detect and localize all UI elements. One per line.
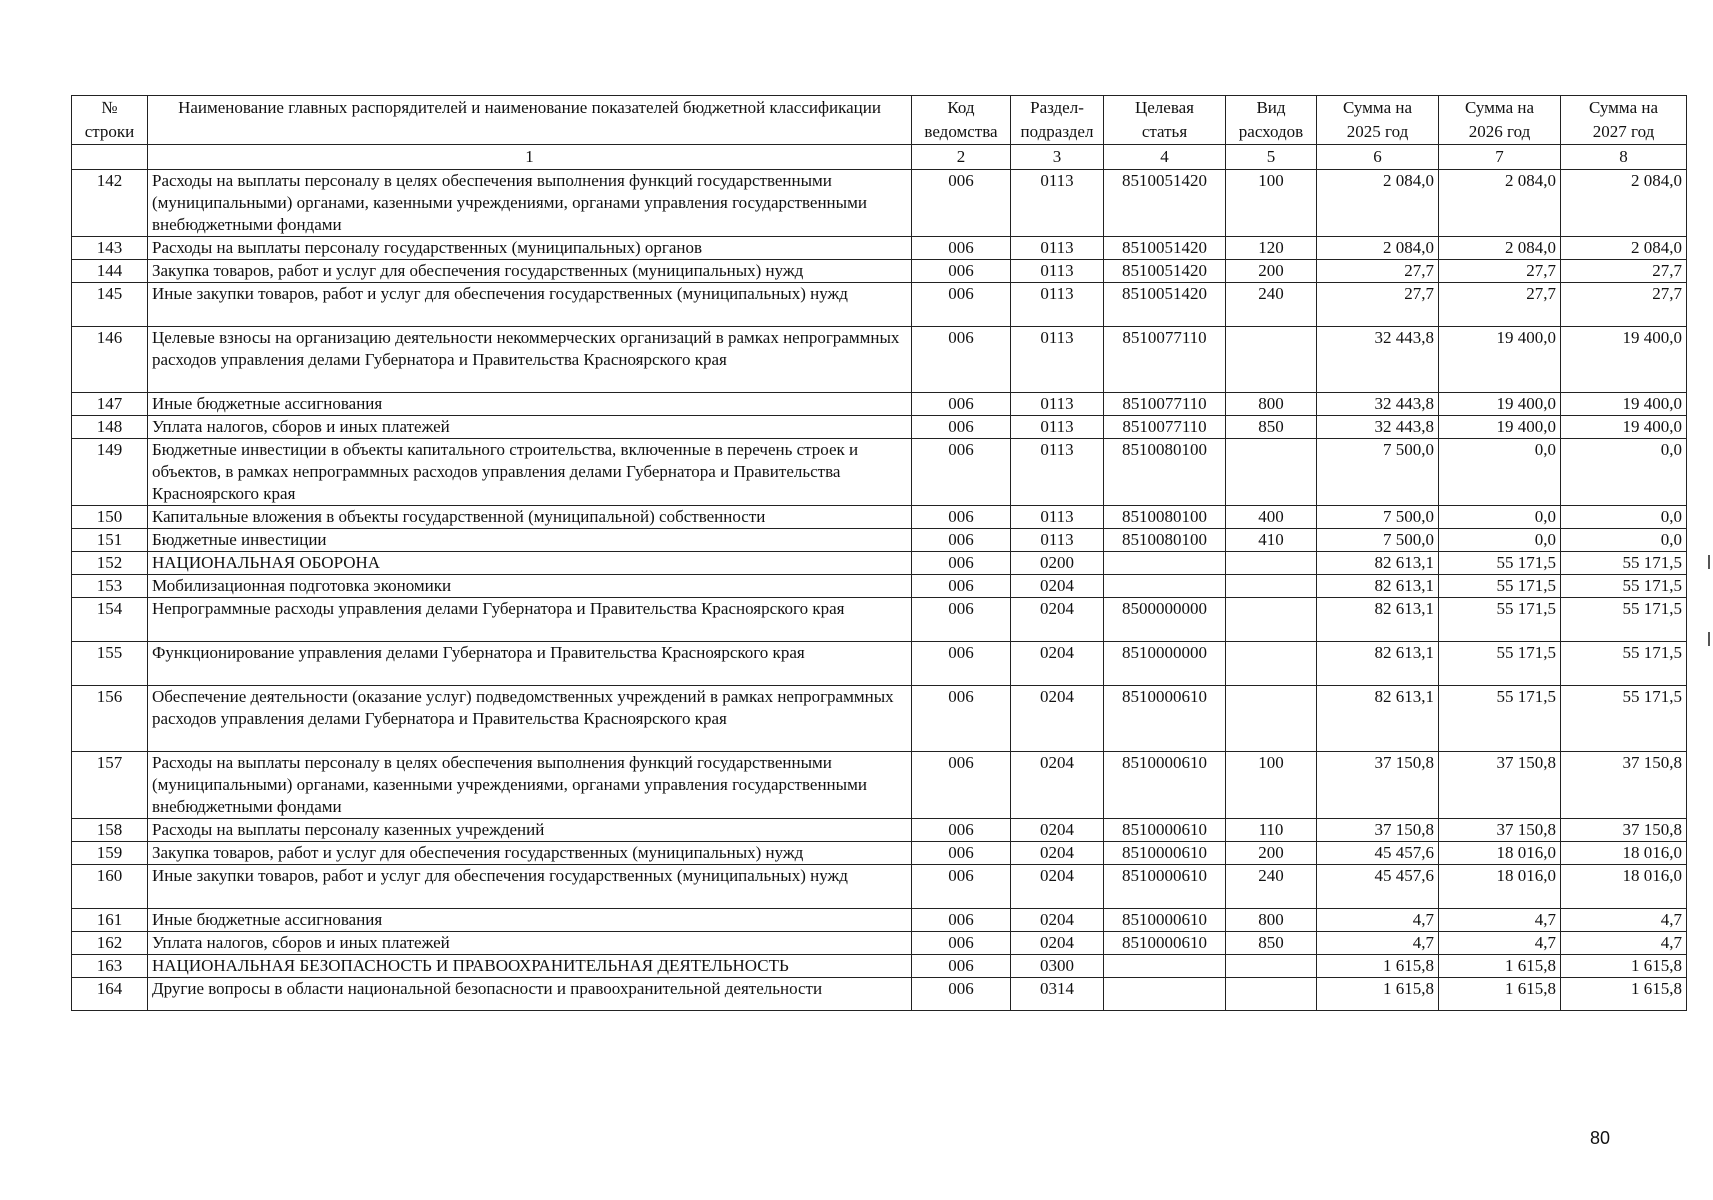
row-target-article: 8510051420 bbox=[1104, 170, 1226, 237]
row-sum-2026: 0,0 bbox=[1439, 439, 1561, 506]
budget-table bbox=[71, 95, 1687, 1011]
column-number: 8 bbox=[1561, 145, 1687, 170]
row-section: 0113 bbox=[1011, 393, 1104, 416]
row-sum-2026: 37 150,8 bbox=[1439, 819, 1561, 842]
row-target-article: 8510051420 bbox=[1104, 237, 1226, 260]
row-name: Расходы на выплаты персоналу в целях обеспечения выполнения функций государственными (муниципальными) органами, казенными учреждениями, органами управления государственными внебюджетными фондами bbox=[148, 170, 912, 237]
row-dept-code: 006 bbox=[912, 978, 1011, 1011]
row-target-article: 8510000610 bbox=[1104, 909, 1226, 932]
row-number: 149 bbox=[72, 439, 148, 506]
row-sum-2025: 4,7 bbox=[1317, 909, 1439, 932]
row-number: 143 bbox=[72, 237, 148, 260]
row-section: 0204 bbox=[1011, 752, 1104, 819]
row-name: Бюджетные инвестиции bbox=[148, 529, 912, 552]
row-target-article bbox=[1104, 978, 1226, 1011]
header-dept-code bbox=[912, 96, 1011, 145]
row-sum-2027: 0,0 bbox=[1561, 506, 1687, 529]
row-expense-type bbox=[1226, 439, 1317, 506]
row-sum-2026: 18 016,0 bbox=[1439, 865, 1561, 909]
row-name: Закупка товаров, работ и услуг для обеспечения государственных (муниципальных) нужд bbox=[148, 842, 912, 865]
row-expense-type: 800 bbox=[1226, 393, 1317, 416]
row-expense-type: 240 bbox=[1226, 283, 1317, 327]
row-sum-2025: 7 500,0 bbox=[1317, 529, 1439, 552]
row-target-article: 8510077110 bbox=[1104, 327, 1226, 393]
row-target-article: 8510077110 bbox=[1104, 416, 1226, 439]
row-sum-2025: 37 150,8 bbox=[1317, 752, 1439, 819]
row-expense-type bbox=[1226, 575, 1317, 598]
row-number: 151 bbox=[72, 529, 148, 552]
table-row bbox=[72, 416, 1687, 439]
row-section: 0204 bbox=[1011, 686, 1104, 752]
row-name: Иные бюджетные ассигнования bbox=[148, 909, 912, 932]
header-s2027-text: Сумма на 2027 год bbox=[1588, 98, 1659, 141]
row-number: 160 bbox=[72, 865, 148, 909]
row-section: 0113 bbox=[1011, 260, 1104, 283]
row-section: 0113 bbox=[1011, 283, 1104, 327]
row-name: Расходы на выплаты персоналу казенных учреждений bbox=[148, 819, 912, 842]
row-number: 156 bbox=[72, 686, 148, 752]
row-sum-2025: 2 084,0 bbox=[1317, 170, 1439, 237]
column-number bbox=[72, 145, 148, 170]
row-sum-2025: 7 500,0 bbox=[1317, 506, 1439, 529]
row-expense-type: 100 bbox=[1226, 752, 1317, 819]
row-sum-2026: 2 084,0 bbox=[1439, 170, 1561, 237]
row-sum-2027: 55 171,5 bbox=[1561, 575, 1687, 598]
header-s2026-text: Сумма на 2026 год bbox=[1464, 98, 1535, 141]
budget-sheet bbox=[71, 95, 1687, 1011]
header-sum-2025 bbox=[1317, 96, 1439, 145]
row-sum-2025: 2 084,0 bbox=[1317, 237, 1439, 260]
row-number: 148 bbox=[72, 416, 148, 439]
page-number: 80 bbox=[1590, 1128, 1611, 1148]
header-sum-2027 bbox=[1561, 96, 1687, 145]
row-expense-type bbox=[1226, 978, 1317, 1011]
column-number: 5 bbox=[1226, 145, 1317, 170]
row-number: 147 bbox=[72, 393, 148, 416]
row-sum-2025: 27,7 bbox=[1317, 260, 1439, 283]
row-section: 0113 bbox=[1011, 416, 1104, 439]
table-row bbox=[72, 575, 1687, 598]
row-number: 145 bbox=[72, 283, 148, 327]
row-section: 0300 bbox=[1011, 955, 1104, 978]
row-sum-2026: 55 171,5 bbox=[1439, 598, 1561, 642]
row-target-article: 8500000000 bbox=[1104, 598, 1226, 642]
table-row bbox=[72, 865, 1687, 909]
row-sum-2026: 27,7 bbox=[1439, 260, 1561, 283]
row-number: 157 bbox=[72, 752, 148, 819]
row-name: Уплата налогов, сборов и иных платежей bbox=[148, 416, 912, 439]
row-name: Другие вопросы в области национальной безопасности и правоохранительной деятельности bbox=[148, 978, 912, 1011]
row-sum-2027: 4,7 bbox=[1561, 909, 1687, 932]
row-sum-2025: 32 443,8 bbox=[1317, 393, 1439, 416]
header-name bbox=[148, 96, 912, 145]
row-name: Бюджетные инвестиции в объекты капитального строительства, включенные в перечень строек и объектов, в рамках непрограммных расходов управления делами Губернатора и Правительства Красноярского края bbox=[148, 439, 912, 506]
column-number: 6 bbox=[1317, 145, 1439, 170]
table-row bbox=[72, 283, 1687, 327]
scan-edge-mark bbox=[1708, 555, 1710, 569]
row-sum-2025: 82 613,1 bbox=[1317, 598, 1439, 642]
row-target-article: 8510080100 bbox=[1104, 529, 1226, 552]
row-section: 0204 bbox=[1011, 932, 1104, 955]
row-section: 0204 bbox=[1011, 819, 1104, 842]
row-section: 0204 bbox=[1011, 865, 1104, 909]
row-dept-code: 006 bbox=[912, 439, 1011, 506]
row-expense-type bbox=[1226, 327, 1317, 393]
row-target-article: 8510051420 bbox=[1104, 283, 1226, 327]
row-expense-type: 240 bbox=[1226, 865, 1317, 909]
header-cel-text: Целевая статья bbox=[1134, 98, 1195, 141]
row-sum-2025: 82 613,1 bbox=[1317, 552, 1439, 575]
row-section: 0314 bbox=[1011, 978, 1104, 1011]
table-row bbox=[72, 327, 1687, 393]
row-dept-code: 006 bbox=[912, 393, 1011, 416]
row-sum-2027: 0,0 bbox=[1561, 529, 1687, 552]
row-dept-code: 006 bbox=[912, 752, 1011, 819]
column-number: 7 bbox=[1439, 145, 1561, 170]
row-section: 0113 bbox=[1011, 327, 1104, 393]
row-sum-2026: 19 400,0 bbox=[1439, 393, 1561, 416]
row-expense-type: 800 bbox=[1226, 909, 1317, 932]
row-section: 0200 bbox=[1011, 552, 1104, 575]
row-number: 150 bbox=[72, 506, 148, 529]
table-row bbox=[72, 529, 1687, 552]
row-sum-2025: 4,7 bbox=[1317, 932, 1439, 955]
row-dept-code: 006 bbox=[912, 283, 1011, 327]
row-sum-2026: 19 400,0 bbox=[1439, 327, 1561, 393]
row-dept-code: 006 bbox=[912, 909, 1011, 932]
table-row bbox=[72, 955, 1687, 978]
row-sum-2027: 18 016,0 bbox=[1561, 865, 1687, 909]
row-sum-2026: 1 615,8 bbox=[1439, 955, 1561, 978]
row-target-article: 8510051420 bbox=[1104, 260, 1226, 283]
row-sum-2027: 55 171,5 bbox=[1561, 552, 1687, 575]
row-dept-code: 006 bbox=[912, 506, 1011, 529]
row-expense-type: 100 bbox=[1226, 170, 1317, 237]
table-row bbox=[72, 642, 1687, 686]
row-expense-type: 200 bbox=[1226, 842, 1317, 865]
row-sum-2027: 37 150,8 bbox=[1561, 752, 1687, 819]
row-sum-2025: 27,7 bbox=[1317, 283, 1439, 327]
row-section: 0204 bbox=[1011, 909, 1104, 932]
row-sum-2027: 1 615,8 bbox=[1561, 978, 1687, 1011]
row-dept-code: 006 bbox=[912, 819, 1011, 842]
row-sum-2026: 37 150,8 bbox=[1439, 752, 1561, 819]
row-name: Иные закупки товаров, работ и услуг для обеспечения государственных (муниципальных) нужд bbox=[148, 865, 912, 909]
table-row bbox=[72, 752, 1687, 819]
row-sum-2027: 19 400,0 bbox=[1561, 416, 1687, 439]
row-sum-2026: 55 171,5 bbox=[1439, 552, 1561, 575]
row-sum-2027: 27,7 bbox=[1561, 260, 1687, 283]
column-number: 4 bbox=[1104, 145, 1226, 170]
row-sum-2025: 32 443,8 bbox=[1317, 327, 1439, 393]
row-sum-2027: 55 171,5 bbox=[1561, 686, 1687, 752]
row-name: Капитальные вложения в объекты государственной (муниципальной) собственности bbox=[148, 506, 912, 529]
row-name: Закупка товаров, работ и услуг для обеспечения государственных (муниципальных) нужд bbox=[148, 260, 912, 283]
row-sum-2026: 55 171,5 bbox=[1439, 642, 1561, 686]
column-number: 3 bbox=[1011, 145, 1104, 170]
header-name-text: Наименование главных распорядителей и наименование показателей бюджетной классификации bbox=[178, 98, 881, 117]
row-dept-code: 006 bbox=[912, 552, 1011, 575]
row-sum-2027: 19 400,0 bbox=[1561, 393, 1687, 416]
row-expense-type bbox=[1226, 552, 1317, 575]
row-number: 159 bbox=[72, 842, 148, 865]
row-target-article: 8510077110 bbox=[1104, 393, 1226, 416]
row-number: 158 bbox=[72, 819, 148, 842]
table-row bbox=[72, 909, 1687, 932]
row-sum-2027: 0,0 bbox=[1561, 439, 1687, 506]
table-row bbox=[72, 932, 1687, 955]
row-name: Уплата налогов, сборов и иных платежей bbox=[148, 932, 912, 955]
row-number: 164 bbox=[72, 978, 148, 1011]
table-row bbox=[72, 439, 1687, 506]
row-sum-2027: 37 150,8 bbox=[1561, 819, 1687, 842]
header-row-number bbox=[72, 96, 148, 145]
row-expense-type bbox=[1226, 598, 1317, 642]
row-expense-type: 110 bbox=[1226, 819, 1317, 842]
row-dept-code: 006 bbox=[912, 842, 1011, 865]
row-expense-type bbox=[1226, 686, 1317, 752]
header-sum-2026 bbox=[1439, 96, 1561, 145]
row-name: Непрограммные расходы управления делами Губернатора и Правительства Красноярского края bbox=[148, 598, 912, 642]
table-row bbox=[72, 842, 1687, 865]
row-dept-code: 006 bbox=[912, 686, 1011, 752]
row-sum-2026: 2 084,0 bbox=[1439, 237, 1561, 260]
row-sum-2026: 4,7 bbox=[1439, 909, 1561, 932]
row-target-article: 8510000610 bbox=[1104, 842, 1226, 865]
row-number: 142 bbox=[72, 170, 148, 237]
row-sum-2027: 2 084,0 bbox=[1561, 237, 1687, 260]
row-dept-code: 006 bbox=[912, 642, 1011, 686]
table-row bbox=[72, 552, 1687, 575]
row-section: 0113 bbox=[1011, 170, 1104, 237]
row-name: НАЦИОНАЛЬНАЯ ОБОРОНА bbox=[148, 552, 912, 575]
row-expense-type bbox=[1226, 955, 1317, 978]
row-number: 152 bbox=[72, 552, 148, 575]
row-sum-2025: 7 500,0 bbox=[1317, 439, 1439, 506]
table-row bbox=[72, 393, 1687, 416]
table-row bbox=[72, 260, 1687, 283]
row-expense-type bbox=[1226, 642, 1317, 686]
row-sum-2025: 1 615,8 bbox=[1317, 978, 1439, 1011]
header-no-text: № строки bbox=[84, 98, 135, 141]
header-target-article bbox=[1104, 96, 1226, 145]
row-number: 144 bbox=[72, 260, 148, 283]
row-section: 0113 bbox=[1011, 237, 1104, 260]
row-sum-2027: 19 400,0 bbox=[1561, 327, 1687, 393]
row-section: 0113 bbox=[1011, 506, 1104, 529]
row-section: 0113 bbox=[1011, 529, 1104, 552]
row-dept-code: 006 bbox=[912, 932, 1011, 955]
row-section: 0204 bbox=[1011, 842, 1104, 865]
header-section bbox=[1011, 96, 1104, 145]
row-target-article bbox=[1104, 552, 1226, 575]
header-s2025-text: Сумма на 2025 год bbox=[1342, 98, 1413, 141]
row-sum-2027: 55 171,5 bbox=[1561, 598, 1687, 642]
row-name: Расходы на выплаты персоналу государственных (муниципальных) органов bbox=[148, 237, 912, 260]
row-target-article bbox=[1104, 575, 1226, 598]
row-sum-2026: 55 171,5 bbox=[1439, 575, 1561, 598]
row-sum-2025: 32 443,8 bbox=[1317, 416, 1439, 439]
row-name: Иные бюджетные ассигнования bbox=[148, 393, 912, 416]
row-name: Целевые взносы на организацию деятельности некоммерческих организаций в рамках непрограммных расходов управления делами Губернатора и Правительства Красноярского края bbox=[148, 327, 912, 393]
row-sum-2026: 19 400,0 bbox=[1439, 416, 1561, 439]
row-dept-code: 006 bbox=[912, 237, 1011, 260]
row-sum-2026: 27,7 bbox=[1439, 283, 1561, 327]
row-name: Обеспечение деятельности (оказание услуг) подведомственных учреждений в рамках непрограммных расходов управления делами Губернатора и Правительства Красноярского края bbox=[148, 686, 912, 752]
row-section: 0113 bbox=[1011, 439, 1104, 506]
row-expense-type: 120 bbox=[1226, 237, 1317, 260]
row-dept-code: 006 bbox=[912, 170, 1011, 237]
row-sum-2025: 1 615,8 bbox=[1317, 955, 1439, 978]
row-name: Расходы на выплаты персоналу в целях обеспечения выполнения функций государственными (муниципальными) органами, казенными учреждениями, органами управления государственными внебюджетными фондами bbox=[148, 752, 912, 819]
column-number: 2 bbox=[912, 145, 1011, 170]
row-sum-2027: 1 615,8 bbox=[1561, 955, 1687, 978]
header-ved-text: Код ведомства bbox=[924, 98, 998, 141]
row-sum-2026: 4,7 bbox=[1439, 932, 1561, 955]
row-sum-2025: 82 613,1 bbox=[1317, 575, 1439, 598]
row-expense-type: 400 bbox=[1226, 506, 1317, 529]
row-target-article: 8510000610 bbox=[1104, 752, 1226, 819]
row-sum-2027: 27,7 bbox=[1561, 283, 1687, 327]
header-razd-text: Раздел- подраздел bbox=[1020, 98, 1094, 141]
row-number: 155 bbox=[72, 642, 148, 686]
row-section: 0204 bbox=[1011, 598, 1104, 642]
row-target-article: 8510000610 bbox=[1104, 932, 1226, 955]
header-vid-text: Вид расходов bbox=[1238, 98, 1304, 141]
row-sum-2025: 45 457,6 bbox=[1317, 865, 1439, 909]
table-row bbox=[72, 978, 1687, 1011]
row-expense-type: 200 bbox=[1226, 260, 1317, 283]
row-dept-code: 006 bbox=[912, 416, 1011, 439]
table-row bbox=[72, 170, 1687, 237]
row-expense-type: 850 bbox=[1226, 416, 1317, 439]
row-number: 162 bbox=[72, 932, 148, 955]
row-expense-type: 850 bbox=[1226, 932, 1317, 955]
row-name: Мобилизационная подготовка экономики bbox=[148, 575, 912, 598]
row-sum-2027: 18 016,0 bbox=[1561, 842, 1687, 865]
row-section: 0204 bbox=[1011, 642, 1104, 686]
row-sum-2025: 37 150,8 bbox=[1317, 819, 1439, 842]
row-number: 161 bbox=[72, 909, 148, 932]
row-expense-type: 410 bbox=[1226, 529, 1317, 552]
table-row bbox=[72, 506, 1687, 529]
row-sum-2026: 0,0 bbox=[1439, 506, 1561, 529]
row-number: 146 bbox=[72, 327, 148, 393]
row-target-article: 8510000000 bbox=[1104, 642, 1226, 686]
table-body bbox=[72, 170, 1687, 1011]
row-sum-2026: 55 171,5 bbox=[1439, 686, 1561, 752]
scan-edge-mark bbox=[1708, 632, 1710, 646]
row-number: 154 bbox=[72, 598, 148, 642]
row-number: 163 bbox=[72, 955, 148, 978]
row-number: 153 bbox=[72, 575, 148, 598]
table-row bbox=[72, 598, 1687, 642]
row-target-article: 8510080100 bbox=[1104, 439, 1226, 506]
row-dept-code: 006 bbox=[912, 327, 1011, 393]
row-dept-code: 006 bbox=[912, 598, 1011, 642]
row-sum-2026: 0,0 bbox=[1439, 529, 1561, 552]
header-row bbox=[72, 96, 1687, 145]
row-name: Функционирование управления делами Губернатора и Правительства Красноярского края bbox=[148, 642, 912, 686]
row-target-article: 8510080100 bbox=[1104, 506, 1226, 529]
row-dept-code: 006 bbox=[912, 575, 1011, 598]
table-row bbox=[72, 686, 1687, 752]
row-section: 0204 bbox=[1011, 575, 1104, 598]
row-dept-code: 006 bbox=[912, 529, 1011, 552]
column-number-row bbox=[72, 145, 1687, 170]
row-target-article: 8510000610 bbox=[1104, 819, 1226, 842]
row-sum-2027: 2 084,0 bbox=[1561, 170, 1687, 237]
table-row bbox=[72, 237, 1687, 260]
row-name: НАЦИОНАЛЬНАЯ БЕЗОПАСНОСТЬ И ПРАВООХРАНИТЕЛЬНАЯ ДЕЯТЕЛЬНОСТЬ bbox=[148, 955, 912, 978]
header-expense-type bbox=[1226, 96, 1317, 145]
row-target-article: 8510000610 bbox=[1104, 686, 1226, 752]
row-sum-2026: 1 615,8 bbox=[1439, 978, 1561, 1011]
row-sum-2027: 55 171,5 bbox=[1561, 642, 1687, 686]
row-dept-code: 006 bbox=[912, 865, 1011, 909]
row-sum-2026: 18 016,0 bbox=[1439, 842, 1561, 865]
row-sum-2027: 4,7 bbox=[1561, 932, 1687, 955]
row-target-article bbox=[1104, 955, 1226, 978]
row-dept-code: 006 bbox=[912, 260, 1011, 283]
row-sum-2025: 82 613,1 bbox=[1317, 686, 1439, 752]
row-sum-2025: 82 613,1 bbox=[1317, 642, 1439, 686]
row-target-article: 8510000610 bbox=[1104, 865, 1226, 909]
row-name: Иные закупки товаров, работ и услуг для обеспечения государственных (муниципальных) нужд bbox=[148, 283, 912, 327]
column-number: 1 bbox=[148, 145, 912, 170]
row-dept-code: 006 bbox=[912, 955, 1011, 978]
table-row bbox=[72, 819, 1687, 842]
row-sum-2025: 45 457,6 bbox=[1317, 842, 1439, 865]
